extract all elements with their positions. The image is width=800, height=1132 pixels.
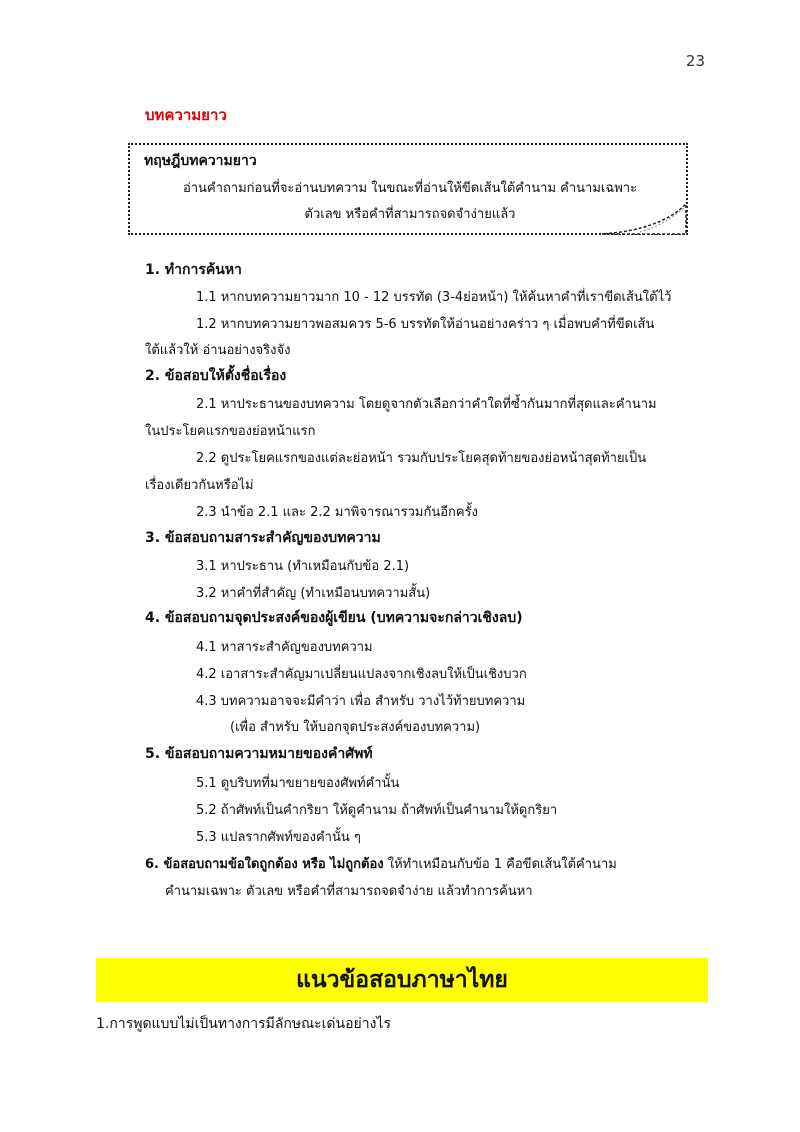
heading-1: 1. ทำการค้นหา [145,262,242,278]
page-number: 23 [685,52,705,70]
item-1-2: 1.2 หากบทความยาวพอสมควร 5-6 บรรทัดให้อ่านอย่างคร่าว ๆ เมื่อพบคำที่ขีดเส้น [196,317,655,332]
item-4-1: 4.1 หาสาระสำคัญของบทความ [196,640,373,655]
heading-5: 5. ข้อสอบถามความหมายของคำศัพท์ [145,746,373,762]
item-2-1-cont: ในประโยคแรกของย่อหน้าแรก [145,424,316,439]
section-title: บทความยาว [145,106,227,124]
item-2-3: 2.3 นำข้อ 2.1 และ 2.2 มาพิจารณารวมกันอีกครั้ง [196,505,478,520]
item-6-rest: ให้ทำเหมือนกับข้อ 1 คือขีดเส้นใต้คำนาม [383,857,617,872]
item-6 [145,853,617,874]
item-2-1: 2.1 หาประธานของบทความ โดยดูจากตัวเลือกว่าคำใดที่ซ้ำกันมากที่สุดและคำนาม [196,397,657,412]
thai-exam-banner [96,958,708,1002]
item-2-2-cont: เรื่องเดียวกันหรือไม่ [145,478,254,493]
item-5-3: 5.3 แปลรากศัพท์ของคำนั้น ๆ [196,830,361,845]
tip-line-1: อ่านคำถามก่อนที่จะอ่านบทความ ในขณะที่อ่านให้ขีดเส้นใต้คำนาม คำนามเฉพาะ [182,181,638,196]
heading-2: 2. ข้อสอบให้ตั้งชื่อเรื่อง [145,368,287,384]
banner-title: แนวข้อสอบภาษาไทย [296,967,508,993]
item-4-3-cont: (เพื่อ สำหรับ ให้บอกจุดประสงค์ของบทความ) [230,720,481,735]
item-4-2: 4.2 เอาสาระสำคัญมาเปลี่ยนแปลงจากเชิงลบให้เป็นเชิงบวก [196,667,527,682]
item-3-2: 3.2 หาคำที่สำคัญ (ทำเหมือนบทความสั้น) [196,586,431,601]
item-3-1: 3.1 หาประธาน (ทำเหมือนกับข้อ 2.1) [196,559,410,574]
page-curl-icon [600,202,688,236]
tip-line-2: ตัวเลข หรือคำที่สามารถจดจำง่ายแล้ว [304,207,516,222]
heading-3: 3. ข้อสอบถามสาระสำคัญของบทความ [145,530,381,546]
item-1-1: 1.1 หากบทความยาวมาก 10 - 12 บรรทัด (3-4ย่อหน้า) ให้ค้นหาคำที่เราขีดเส้นใต้ไว้ [196,290,672,305]
item-6-cont: คำนามเฉพาะ ตัวเลข หรือคำที่สามารถจดจำง่าย แล้วทำการค้นหา [165,884,533,899]
heading-4: 4. ข้อสอบถามจุดประสงค์ของผู้เขียน (บทความจะกล่าวเชิงลบ) [145,610,523,626]
item-5-1: 5.1 ดูบริบทที่มาขยายของศัพท์คำนั้น [196,776,400,791]
item-4-3: 4.3 บทความอาจจะมีคำว่า เพื่อ สำหรับ วางไว้ท้ายบทความ [196,694,526,709]
heading-6: 6. ข้อสอบถามข้อใดถูกต้อง หรือ ไม่ถูกต้อง [145,857,384,872]
question-1: 1.การพูดแบบไม่เป็นทางการมีลักษณะเด่นอย่างไร [96,1016,391,1032]
item-2-2: 2.2 ดูประโยคแรกของแต่ละย่อหน้า รวมกับประโยคสุดท้ายของย่อหน้าสุดท้ายเป็น [196,451,647,466]
item-5-2: 5.2 ถ้าศัพท์เป็นคำกริยา ให้ดูคำนาม ถ้าศัพท์เป็นคำนามให้ดูกริยา [196,803,558,818]
item-1-2-cont: ใต้แล้วให้ อ่านอย่างจริงจัง [145,343,291,358]
tip-title: ทฤษฎีบทความยาว [144,153,257,169]
